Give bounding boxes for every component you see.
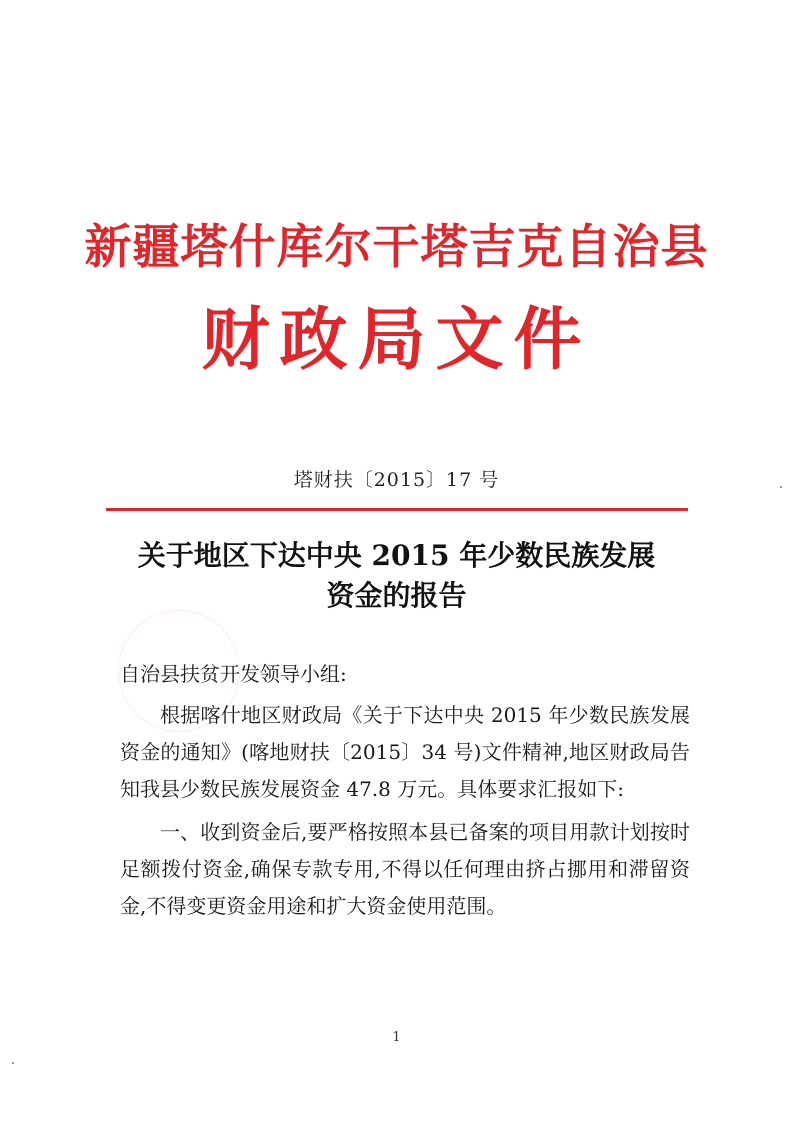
red-divider-line (106, 508, 688, 511)
title-line2: 资金的报告 (326, 579, 467, 612)
body-paragraph-2: 一、收到资金后,要严格按照本县已备案的项目用款计划按时足额拨付资金,确保专款专用,不得以任何理由挤占挪用和滞留资金,不得变更资金用途和扩大资金使用范围。 (120, 820, 690, 918)
document-number: 塔财扶〔2015〕17 号 (293, 469, 500, 491)
issuing-authority-line2: 财政局文件 (201, 300, 592, 380)
page-number: 1 (392, 1030, 401, 1045)
scan-speck (12, 1062, 14, 1064)
issuing-authority-line1: 新疆塔什库尔干塔吉克自治县 (84, 220, 709, 275)
title-line1: 关于地区下达中央 2015 年少数民族发展 (137, 539, 656, 572)
document-body (120, 656, 690, 925)
document-title (0, 536, 793, 616)
scan-speck (780, 486, 782, 488)
body-paragraph-1: 根据喀什地区财政局《关于下达中央 2015 年少数民族发展资金的通知》(喀地财扶〔2015〕34 号)文件精神,地区财政局告知我县少数民族发展资金 47.8 万元。具体要求汇报如下: (120, 703, 690, 801)
salutation: 自治县扶贫开发领导小组: (120, 662, 347, 686)
